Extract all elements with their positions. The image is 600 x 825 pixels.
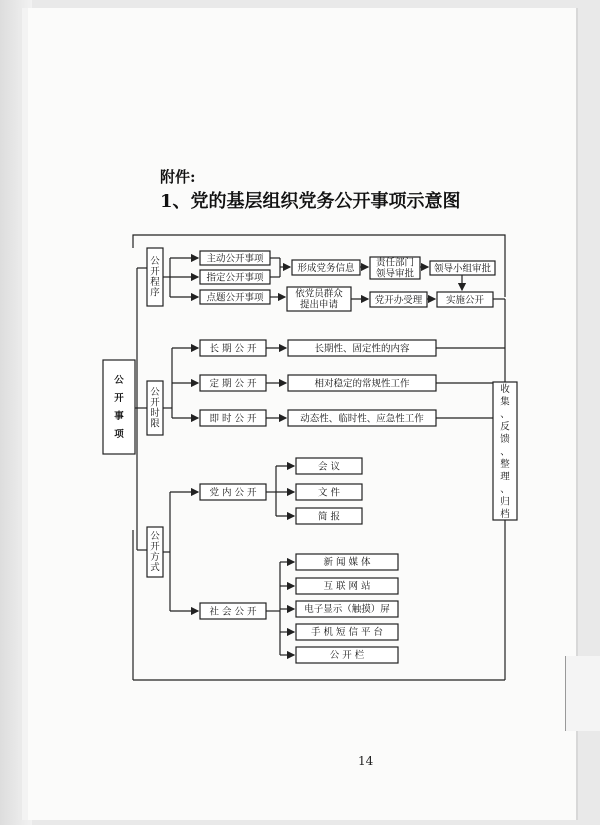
- svg-text:公: 公: [114, 375, 124, 386]
- dept-review-node: [370, 257, 420, 280]
- timing-item-0: [200, 340, 266, 356]
- svg-text:归: 归: [500, 496, 510, 508]
- svg-text:公: 公: [150, 256, 160, 267]
- leader-group-node: [430, 261, 495, 275]
- procedure-node: [147, 248, 163, 306]
- svg-text:主动公开事项: 主动公开事项: [206, 253, 264, 265]
- svg-text:领导小组审批: 领导小组审批: [433, 263, 492, 275]
- svg-text:党开办受理: 党开办受理: [374, 294, 423, 306]
- svg-text:提出申请: 提出申请: [299, 299, 339, 311]
- svg-text:电子显示（触摸）屏: 电子显示（触摸）屏: [304, 604, 390, 616]
- svg-text:时: 时: [150, 408, 160, 419]
- svg-text:事: 事: [114, 411, 124, 422]
- svg-text:指定公开事项: 指定公开事项: [206, 272, 264, 284]
- svg-text:开: 开: [114, 393, 124, 404]
- form-info-node: [292, 260, 360, 275]
- office-accept-node: [370, 292, 427, 307]
- mass-apply-node: [287, 287, 351, 311]
- svg-text:反: 反: [500, 421, 510, 433]
- svg-text:领导审批: 领导审批: [375, 268, 415, 280]
- procedure-item-1: [200, 270, 270, 284]
- svg-text:会 议: 会 议: [317, 461, 341, 473]
- svg-text:文 件: 文 件: [317, 487, 341, 499]
- svg-text:动态性、临时性、应急性工作: 动态性、临时性、应急性工作: [300, 413, 424, 425]
- svg-text:定 期 公 开: 定 期 公 开: [209, 378, 257, 390]
- social-item-3: [296, 624, 398, 640]
- svg-text:开: 开: [150, 397, 160, 409]
- timing-desc-2: [288, 410, 436, 426]
- inner-item-0: [296, 458, 362, 474]
- svg-text:互 联 网 站: 互 联 网 站: [323, 581, 371, 593]
- svg-text:点题公开事项: 点题公开事项: [206, 292, 264, 304]
- attachment-label: 附件:: [160, 168, 196, 186]
- svg-text:馈: 馈: [500, 433, 510, 445]
- svg-text:公 开 栏: 公 开 栏: [329, 650, 365, 662]
- svg-text:责任部门: 责任部门: [375, 257, 415, 269]
- svg-text:即 时 公 开: 即 时 公 开: [209, 413, 257, 425]
- svg-text:程: 程: [150, 277, 160, 288]
- svg-text:、: 、: [500, 408, 510, 420]
- inner-node: [200, 484, 266, 500]
- svg-text:形成党务信息: 形成党务信息: [297, 262, 355, 274]
- svg-text:手 机 短 信 平 台: 手 机 短 信 平 台: [310, 627, 384, 639]
- feedback-node: [493, 382, 517, 520]
- svg-text:收: 收: [500, 383, 510, 395]
- svg-text:新 闻 媒 体: 新 闻 媒 体: [323, 557, 371, 569]
- svg-text:档: 档: [500, 508, 510, 520]
- root-node-gongkai-shixiang: [103, 360, 135, 454]
- svg-text:长期性、固定性的内容: 长期性、固定性的内容: [314, 343, 410, 355]
- social-item-0: [296, 554, 398, 570]
- svg-text:开: 开: [150, 541, 160, 553]
- svg-text:项: 项: [114, 429, 124, 440]
- timing-desc-1: [288, 375, 436, 391]
- svg-text:公: 公: [150, 531, 160, 542]
- social-item-2: [296, 601, 398, 617]
- svg-text:简 报: 简 报: [317, 511, 341, 523]
- social-item-4: [296, 647, 398, 663]
- svg-text:整: 整: [500, 458, 510, 470]
- svg-text:相对稳定的常规性工作: 相对稳定的常规性工作: [314, 378, 410, 390]
- svg-text:实施公开: 实施公开: [445, 294, 485, 306]
- procedure-item-0: [200, 251, 270, 265]
- timing-item-1: [200, 375, 266, 391]
- svg-text:长 期 公 开: 长 期 公 开: [209, 343, 257, 355]
- method-node: [147, 527, 163, 577]
- svg-text:、: 、: [500, 483, 510, 495]
- timing-item-2: [200, 410, 266, 426]
- social-node: [200, 603, 266, 619]
- svg-text:、: 、: [500, 446, 510, 458]
- svg-text:限: 限: [150, 418, 160, 430]
- social-item-1: [296, 578, 398, 594]
- svg-text:方: 方: [150, 552, 160, 563]
- svg-text:党 内 公 开: 党 内 公 开: [209, 487, 257, 499]
- svg-text:式: 式: [150, 562, 160, 574]
- svg-text:集: 集: [500, 396, 510, 408]
- procedure-item-2: [200, 290, 270, 304]
- svg-text:依党员群众: 依党员群众: [295, 288, 343, 300]
- timing-desc-0: [288, 340, 436, 356]
- page-title: 1、党的基层组织党务公开事项示意图: [160, 191, 461, 212]
- page-number: 14: [358, 754, 374, 768]
- svg-text:公: 公: [150, 387, 160, 398]
- inner-item-2: [296, 508, 362, 524]
- timing-node: [147, 381, 163, 435]
- svg-text:序: 序: [150, 287, 160, 299]
- svg-text:社 会 公 开: 社 会 公 开: [209, 606, 257, 618]
- implement-node: [437, 292, 493, 307]
- svg-text:理: 理: [500, 471, 510, 483]
- svg-text:开: 开: [150, 266, 160, 278]
- inner-item-1: [296, 484, 362, 500]
